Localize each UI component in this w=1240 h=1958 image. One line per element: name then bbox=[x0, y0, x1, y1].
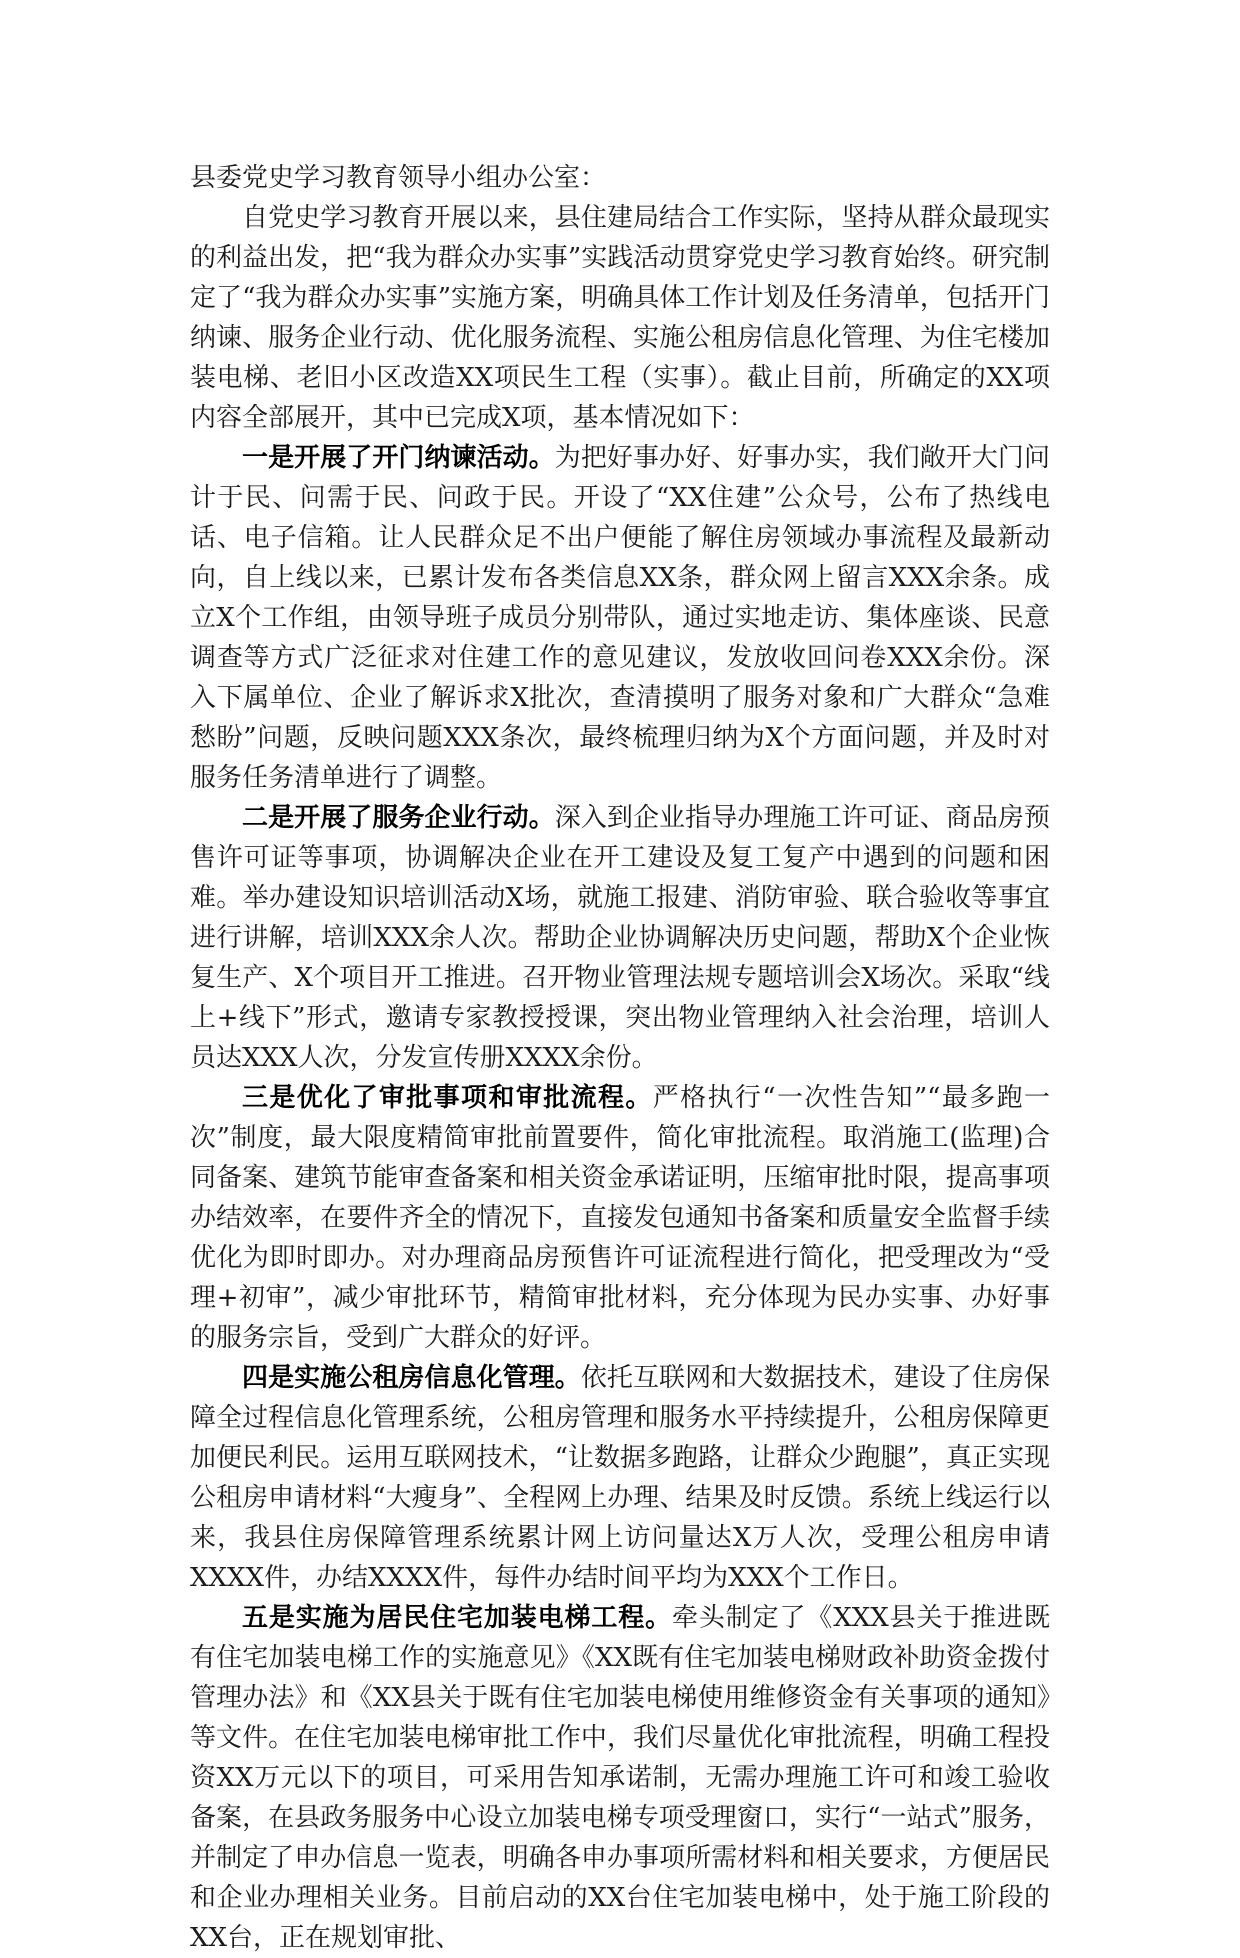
section-paragraph-4 bbox=[190, 1358, 1050, 1598]
section-heading-2: 二是开展了服务企业行动。 bbox=[242, 803, 555, 833]
section-body-3: 严格执行“一次性告知”“最多跑一次”制度，最大限度精简审批前置要件，简化审批流程。取消施工(监理)合同备案、建筑节能审查备案和相关资金承诺证明，压缩审批时限，提高事项办结效率，在要件齐全的情况下，直接发包通知书备案和质量安全监督手续优化为即时即办。对办理商品房预售许可证流程进行简化，把受理改为“受理+初审”，减少审批环节，精简审批材料，充分体现为民办实事、办好事的服务宗旨，受到广大群众的好评。 bbox=[190, 1083, 1050, 1353]
section-body-2: 深入到企业指导办理施工许可证、商品房预售许可证等事项，协调解决企业在开工建设及复工复产中遇到的问题和困难。举办建设知识培训活动X场，就施工报建、消防审验、联合验收等事宜进行讲解，培训XXX余人次。帮助企业协调解决历史问题，帮助X个企业恢复生产、X个项目开工推进。召开物业管理法规专题培训会X场次。采取“线上+线下”形式，邀请专家教授授课，突出物业管理纳入社会治理，培训人员达XXX人次，分发宣传册XXXX余份。 bbox=[190, 803, 1050, 1073]
section-paragraph-3 bbox=[190, 1078, 1050, 1358]
section-heading-3: 三是优化了审批事项和审批流程。 bbox=[242, 1083, 653, 1113]
section-paragraph-1 bbox=[190, 438, 1050, 798]
section-paragraph-2 bbox=[190, 798, 1050, 1078]
section-body-1: 为把好事办好、好事办实，我们敞开大门问计于民、问需于民、问政于民。开设了“XX住建”公众号，公布了热线电话、电子信箱。让人民群众足不出户便能了解住房领域办事流程及最新动向，自上线以来，已累计发布各类信息XX条，群众网上留言XXX余条。成立X个工作组，由领导班子成员分别带队，通过实地走访、集体座谈、民意调查等方式广泛征求对住建工作的意见建议，发放收回问卷XXX余份。深入下属单位、企业了解诉求X批次，查清摸明了服务对象和广大群众“急难愁盼”问题，反映问题XXX条次，最终梳理归纳为X个方面问题，并及时对服务任务清单进行了调整。 bbox=[190, 443, 1050, 793]
document-page bbox=[190, 158, 1050, 1958]
section-heading-5: 五是实施为居民住宅加装电梯工程。 bbox=[242, 1603, 672, 1633]
section-body-4: 依托互联网和大数据技术，建设了住房保障全过程信息化管理系统，公租房管理和服务水平持续提升，公租房保障更加便民利民。运用互联网技术，“让数据多跑路，让群众少跑腿”，真正实现公租房申请材料“大瘦身”、全程网上办理、结果及时反馈。系统上线运行以来，我县住房保障管理系统累计网上访问量达X万人次，受理公租房申请XXXX件，办结XXXX件，每件办结时间平均为XXX个工作日。 bbox=[190, 1363, 1050, 1593]
intro-paragraph: 自党史学习教育开展以来，县住建局结合工作实际，坚持从群众最现实的利益出发，把“我为群众办实事”实践活动贯穿党史学习教育始终。研究制定了“我为群众办实事”实施方案，明确具体工作计划及任务清单，包括开门纳谏、服务企业行动、优化服务流程、实施公租房信息化管理、为住宅楼加装电梯、老旧小区改造XX项民生工程（实事）。截止目前，所确定的XX项内容全部展开，其中已完成X项，基本情况如下： bbox=[190, 203, 1050, 433]
section-heading-1: 一是开展了开门纳谏活动。 bbox=[242, 443, 555, 473]
section-heading-4: 四是实施公租房信息化管理。 bbox=[242, 1363, 581, 1393]
salutation: 县委党史学习教育领导小组办公室： bbox=[190, 163, 607, 193]
section-body-5: 牵头制定了《XXX县关于推进既有住宅加装电梯工作的实施意见》《XX既有住宅加装电梯财政补助资金拨付管理办法》和《XX县关于既有住宅加装电梯使用维修资金有关事项的通知》等文件。在住宅加装电梯审批工作中，我们尽量优化审批流程，明确工程投资XX万元以下的项目，可采用告知承诺制，无需办理施工许可和竣工验收备案，在县政务服务中心设立加装电梯专项受理窗口，实行“一站式”服务，并制定了申办信息一览表，明确各申办事项所需材料和相关要求，方便居民和企业办理相关业务。目前启动的XX台住宅加装电梯中，处于施工阶段的XX台，正在规划审批、 bbox=[190, 1603, 1050, 1953]
section-paragraph-5 bbox=[190, 1598, 1050, 1958]
